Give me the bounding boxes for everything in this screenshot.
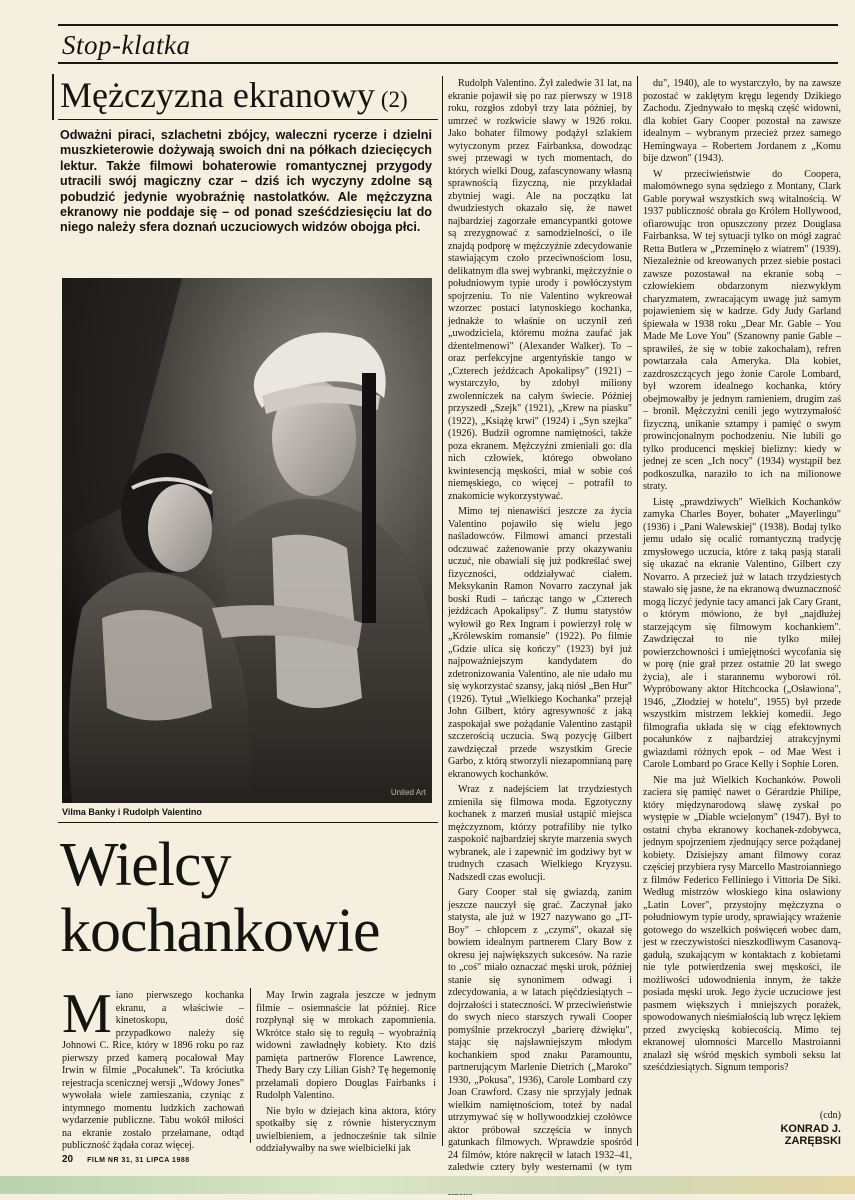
top-rule (58, 24, 838, 26)
film-still-illustration (62, 278, 432, 803)
photo-caption: Vilma Banky i Rudolph Valentino (62, 807, 202, 817)
headline-left-rule (52, 74, 54, 120)
column-middle (448, 78, 632, 1173)
lead-paragraph: Odważni piraci, szlachetni zbójcy, waleczni rycerze i dzielni muszkieterowie dożywają swoich dni na półkach dziecięcych lektur. Także filmowi bohaterowie romantycznej przygody utracili swój magiczny czar – dziś ich wyczyny zdolne są pobudzić jedynie wyobraźnię nastolatków. Ale mężczyzna ekranowy nie poddaje się – od ponad sześćdziesięciu lat do niego należy sfera doznań uczuciowych widzów obojga płci. (60, 128, 432, 235)
column-middle-paragraph: Rudolph Valentino. Żył zaledwie 31 lat, na ekranie pojawił się po raz pierwszy w 1918 roku, rozgłos zdobył trzy lata później, by umrzeć w rozkwicie sławy w 1926 roku. Jako bohater filmowy podążył szlakiem wytyczonym przez Fairbanksa, dowodząc swej przewagi w tych momentach, do których wielki Doug, zafascynowany własną sprawnością fizyczną, nie przykładał zbytniej wagi. Ale na początku lat dwudziestych okazało się, że nawet najbardziej zagorzałe emancypantki gotowe są zrezygnować z samodzielności, o ile znajdą podporę w mężczyźnie zdecydowanie stawiającym czoło przeciwnościom losu, delikatnym dla swej wybranki, mężczyźnie o południowym typie urody i powłóczystym spojrzeniu. To nie Valentino wykreował wzorzec postaci latynoskiego kochanka, jednakże to właśnie on uczynił zeń „uwodziciela, któremu można zaufać jak dżentelmenowi" (Alexander Walker). To – oraz perfekcyjne argentyńskie tango w „Czterech jeźdźcach Apokalipsy" (1921) – wystarczyło, by zdobył miliony zwolenniczek na całym świecie. Później przyszedł „Szejk" (1921), „Krew na piasku" (1922), „Książę krwi" (1924) i „Syn szejka" (1926). Budził ogromne namiętności, także poza ekranem. Mężczyźni zmieniali go: dla nich człowiek, którego obwołano kwintesencją męskości, miał w sobie coś niemęskiego, co więcej – potrafił to znakomicie wykorzystywać. (448, 78, 632, 502)
headline-rule (58, 119, 438, 120)
column-right-paragraph: Listę „prawdziwych" Wielkich Kochanków zamyka Charles Boyer, bohater „Mayerlingu" (1936) i „Pani Walewskiej" (1938). Bodaj tylko jemu udało się ocalić romantyczną tradycję zmysłowego uczucia, które z taką pasją starali się ukazać na ekranie Valentino, Gilbert czy Novarro. A przecież już w latach trzydziestych stawało się jasne, że na ekranową dwuznaczność mogą liczyć jedynie tacy amanci jak Cary Grant, o którym mówiono, że był „najdłużej starzejącym się filmowym kochankiem". Zawdzięczał to nie tylko miłej powierzchowności i umiejętności wycofania się w porę (nie grał przez ostatnie 20 lat swego życia), ale i starannemu wyborowi ról. Wypróbowany aktor Hitchcocka („Osławiona", 1946, „Złodziej w hotelu", 1955) był przede wszystkim mistrzem lekkiej komedii. Jego filmografia układa się w ciąg efektownych pocałunków z najbardziej atrakcyjnymi gwiazdami różnych epok – od Mae West i Carole Lombard po Grace Kelly i Sophie Loren. (643, 496, 841, 770)
headline-title: Mężczyzna ekranowy (60, 75, 375, 115)
article-title-line-1: Wielcy (60, 831, 231, 899)
column-right-paragraph: du", 1940), ale to wystarczyło, by na zawsze pozostać w zaklętym kręgu legendy Dzikiego Zachodu. Zjednywało to męską część widowni, dla kobiet Gary Cooper pozostał na zawsze idealnym – wybranym przecież przez samego Hemingwaya – Robertem Jordanem z „Komu bije dzwon" (1943). (643, 78, 841, 164)
column-middle-paragraph: Mimo tej nienawiści jeszcze za życia Valentino pojawiło się wielu jego naśladowców. Filmowi amanci przestali odczuwać zażenowanie przy okazywaniu uczuć, nie obawiali się już podkreślać swej fizyczności, oddziaływać ciałem. Meksykanin Ramon Novarro zaczynał jak boski Rudi – tańcząc tango w „Czterech jeźdźcach Apokalipsy". Z tłumu statystów wyłowił go Rex Ingram i powierzył rolę w „Królewskim romansie" (1922). Po filmie „Gdzie ulica się kończy" (1923) był już najpoważniejszym kandydatem do zdetronizowania Valentino, ale nie udało mu się wykorzystać szansy, jaką niósł „Ben Hur" (1926). Tytuł „Wielkiego Kochanka" przejął John Gilbert, który agresywność z jaką zaspokajał swe pożądanie Valentino zastąpił szczerością uczucia. Swą pozycję Gilbert zawdzięczał przede wszystkim Grecie Garbo, z którą stworzyli niezapomnianą parę ekranowych kochanków. (448, 506, 632, 780)
column-rule-right (637, 76, 638, 1146)
column-right-paragraph: W przeciwieństwie do Coopera, małomównego syna sędziego z Montany, Clark Gable porywał wszystkich swą witalnością. W 1937 publiczność obrała go Królem Hollywood, ofiarowując tron opuszczony przez Douglasa Fairbanksa. W tej sytuacji tylko on mógł zagrać Retta Butlera w „Przeminęło z wiatrem" (1939). Niezależnie od kreowanych przez siebie postaci zawsze pozostawał na ekranie sobą – człowiekiem obdarzonym niezwykłym charyzmatem, zwracającym uwagę już samym pojawieniem się w kadrze. Gdy Judy Garland śpiewała w 1938 roku „Dear Mr. Gable – You Made Me Love You" (Szanowny panie Gable – sprawiłeś, że się w tobie zakochałam), refren powtarzała cała Ameryka. Dla kobiet, zazdroszczących jego żonie Carole Lombard, był wzorem idealnego kochanka, który obejmowałby je jednym ramieniem, drugim zaś – bronił. Mężczyźni cenili jego wytrzymałość fizyczną, unikanie sztampy i pamięć o swym prowincjonalnym pochodzeniu. Nie lubili go tylko producenci męskiej bielizny: kiedy w jednej ze scen „Ich nocy" (1934) wystąpił bez podkoszulka, naraziło to ich na milionowe straty. (643, 168, 841, 492)
column-left-b-paragraph: Nie było w dziejach kina aktora, który spotkałby się z równie histerycznym uwielbieniem, a jednocześnie tak silnie oddziaływałby na swe wielbicielki jak (256, 1105, 436, 1154)
page-footer (62, 1154, 190, 1165)
author-signature (780, 1110, 841, 1147)
continued-note: (cdn) (819, 1110, 841, 1121)
column-middle-paragraph: Wraz z nadejściem lat trzydziestych zmieniła się filmowa moda. Egzotyczny kochanek z marzeń musiał ustąpić miejsca mężczyznom, którzy potrafiliby nie tylko zaspokoić najbardziej skryte marzenia swych wybranek, ale i zapewnić im godziwy byt w trudnych czasach Wielkiego Kryzysu. Nadszedł czas ewolucji. (448, 784, 632, 883)
column-rule-center (442, 76, 443, 1146)
dropcap: M (62, 983, 112, 1045)
column-left-b-paragraph: May Irwin zagrała jeszcze w jednym filmie – osiemnaście lat później. Rice rozpłynął się w mrokach zapomnienia. Wkrótce stało się to regułą – wyobraźnią widowni zawładnęły kobiety. Kto dziś pamięta partnerów Florence Lawrence, Thedy Bary czy Lilian Gish? Tę hegemonię przełamali dopiero Douglas Fairbanks i Rudolph Valentino. (256, 990, 436, 1101)
bottom-color-strip (0, 1176, 855, 1194)
column-left-b (256, 990, 436, 1154)
issue-info: FILM NR 31, 31 LIPCA 1988 (87, 1157, 190, 1164)
column-right (643, 78, 841, 1108)
page-number: 20 (62, 1154, 74, 1165)
column-left-a-paragraph (62, 983, 244, 1153)
column-middle-paragraph: Gary Cooper stał się gwiazdą, zanim jeszcze nauczył się grać. Zaczynał jako statysta, ale już w 1927 nazywano go „IT-Boy" – chłopcem z „czymś", okazał się bowiem idealnym partnerem Clary Bow z okresu jej największych sukcesów. Na razie to „coś" miało oznaczać męski urok, później stanie się synonimem odwagi i zdecydowania, a w latach pięćdziesiątych – dojrzałości i stateczności. W przeciwieństwie do swych nieco starszych rywali Cooper pomyślnie przekroczył „barierę dźwięku", stając się najsławniejszym młodym kochankiem spod znaku Paramountu, partnerującym Marlenie Dietrich („Maroko" 1930, „Pokusa", 1936), Carole Lombard czy Joan Crawford. Czasy nie sprzyjały jednak wielkim namiętnościom, toteż by nadal utrzymywać się w hollywoodzkiej czołówce aktor próbował szczęścia w innych gatunkach filmowych. Wprawdzie spośród 24 filmów, które nakręcił w latach 1932–41, zaledwie cztery były westernami (w tym (448, 887, 632, 1173)
column-rule-left-bottom (250, 988, 251, 1143)
column-left-a (62, 983, 244, 1151)
section-rule (58, 62, 838, 64)
author-last-name: ZARĘBSKI (784, 1135, 841, 1147)
author-first-name: KONRAD J. (780, 1123, 841, 1135)
section-title: Stop-klatka (62, 30, 191, 60)
headline (60, 74, 408, 116)
photo-credit: United Art (390, 788, 426, 797)
column-left-a-text: iano pierwszego kochanka ekranu, a właściwie – kinetoskopu, dość przypadkowo należy się Johnowi C. Rice, który w 1896 roku po raz pierwszy przed kamerą pocałował May Irwin w filmie „Pocałunek". Ta króciutka rejestracja scenicznej wersji „Wdowy Jones" wywołała wiele zamieszania, czyniąc z intymnego momentu ludzkich zachowań wydarzenie publiczne. Tabu wokół miłości na ekranie zostało przełamane, odtąd publiczność żądała coraz więcej. (62, 990, 244, 1151)
article-title-line-2: kochankowie (60, 897, 380, 965)
headline-part: (2) (380, 87, 408, 112)
film-still-photo (62, 278, 432, 803)
column-right-paragraph: Nie ma już Wielkich Kochanków. Powoli zaciera się pamięć nawet o Gérardzie Philipe, który międzynarodową sławę zyskał po występie w „Diable wcielonym" (1947). Był to ostatni chyba ekranowy kochanek-zdobywca, jednym spojrzeniem zjednujący serce pożądanej kobiety. Dzisiejszy amant filmowy coraz częściej przybiera rysy Marcello Mastroianniego z filmów Federico Felliniego i Vittoria De Siki. Według mistrzów włoskiego kina osławiony „Latin Lover", przystojny mężczyzna o południowym typie urody, sprawiający wrażenie gotowego do wszelkich poświęceń wobec dam, jest w rzeczywistości nieszkodliwym Casanovą-gadułą, szukającym w kontaktach z kobietami nie tyle potwierdzenia swej męskości, ile możliwości udowodnienia innym, że także posiada męski urok. Jego życie uczuciowe jest pasmem większych i mniejszych porażek, spowodowanych nieśmiałością lub wręcz lękiem przed zwycięską kobiecością. Mimo tej ekranowej ułomności Marcello Mastroianni znalazł się wśród męskich symboli seksu lat sześćdziesiątych. Signum temporis? (643, 774, 841, 1073)
caption-rule (58, 822, 438, 823)
article-title (60, 832, 440, 964)
